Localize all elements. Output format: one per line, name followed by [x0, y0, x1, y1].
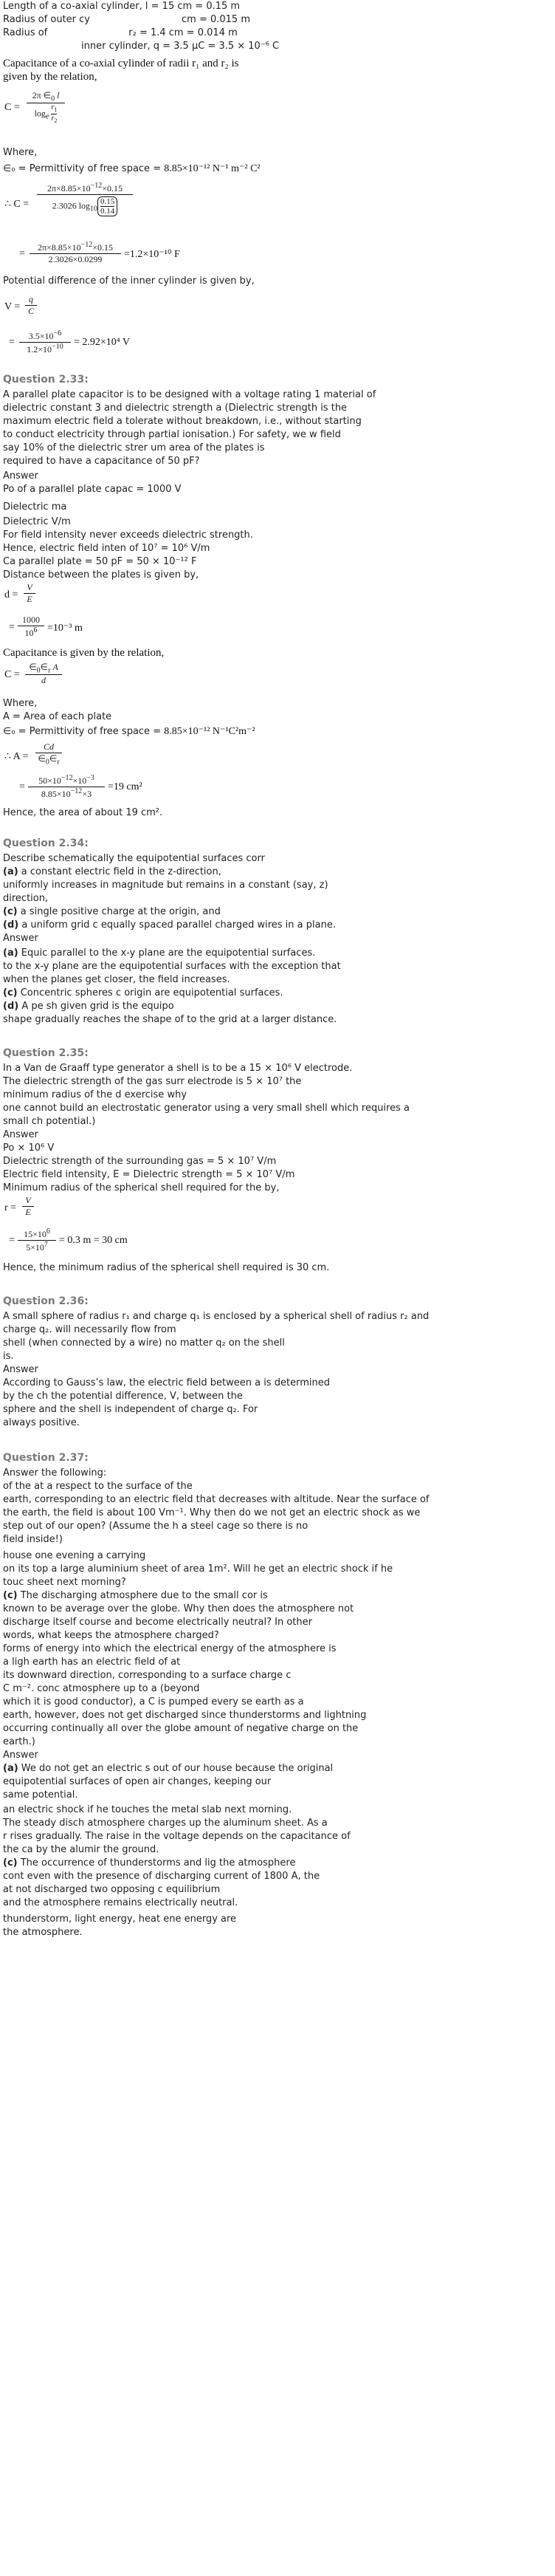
text-line	[3, 947, 551, 959]
capacitance-formula: C = $\frac{\in_0\in_r A}{d}$	[4, 662, 152, 691]
text-line: Hence, the minimum radius of the spherical shell required is 30 cm.	[3, 1262, 330, 1273]
text-line: For field intensity never exceeds dielectric strength.	[3, 530, 253, 541]
text-line: Distance between the plates is given by,	[3, 569, 199, 580]
text-line: at not discharged two opposing c equilibrium	[3, 1884, 221, 1895]
item-label: (d)	[3, 1001, 19, 1012]
distance-formula: d = $\frac{V}{E}$	[4, 582, 152, 612]
text-line: earth.)	[3, 1736, 35, 1747]
answer-label: Answer	[3, 933, 38, 944]
text-line: touc sheet next morning?	[3, 1577, 126, 1588]
text-line: Po × 10⁶ V	[3, 1143, 55, 1154]
capacitance-result: = $\frac{2\pi\times 8.85\times 10^{-12}\times 0.15}{2.3026\times 0.0299}$ =1.2×10⁻¹⁰ F	[19, 241, 180, 264]
answer-label: Answer	[3, 470, 38, 482]
text-line: earth, corresponding to an electric field that decreases with altitude. Near the surface of	[3, 1494, 430, 1505]
text-line: Ca parallel plate = 50 pF = 50 × 10⁻¹² F	[3, 556, 197, 567]
text-line: shell (when connected by a wire) no matter q₂ on the shell	[3, 1337, 285, 1349]
text-line: Answer the following:	[3, 1467, 107, 1479]
radius-result: = $\frac{15\times 10^6}{5\times 10^7}$ = 0.3 m = 30 cm	[9, 1227, 128, 1253]
item-label: (a)	[3, 948, 18, 959]
text-line: is.	[3, 1351, 14, 1362]
text-line: discharge itself course and become electrically neutral? In other	[3, 1617, 312, 1628]
text-line: a ligh earth has an electric field of at	[3, 1657, 181, 1668]
text-line: field inside!)	[3, 1534, 63, 1545]
text-fragment: 8.85×10⁻¹² N⁻¹ m⁻² C²	[164, 163, 261, 174]
text-fragment: cm = 0.015 m	[182, 14, 250, 25]
text-line	[3, 1000, 551, 1013]
text-line: by the ch the potential difference, V, between the	[3, 1391, 243, 1402]
item-label: (c)	[3, 1857, 18, 1868]
text-line: one cannot build an electrostatic generator using a very small shell which requires a	[3, 1103, 410, 1114]
text-line: dielectric constant 3 and dielectric strength a (Dielectric strength is the	[3, 402, 348, 414]
text-fragment: a constant electric field in the z-direction,	[18, 866, 221, 877]
question-title: Question 2.34:	[3, 837, 89, 849]
text-line: Dielectric V/m	[3, 516, 71, 527]
text-line: maximum electric field a tolerate without breakdown, i.e., without starting	[3, 416, 362, 427]
text-line: words, what keeps the atmosphere charged?	[3, 1630, 219, 1641]
distance-result: = $\frac{1000}{10^6}$ =10⁻³ m	[9, 614, 83, 638]
item-label: (c)	[3, 1590, 18, 1601]
text-line: known to be average over the globe. Why then does the atmosphere not	[3, 1603, 354, 1614]
result-value: = 0.3 m = 30 cm	[59, 1235, 128, 1246]
area-result: = $\frac{50\times 10^{-12}\times 10^{-3}}{8.85\times 10^{-12}\times 3}$ =19 cm²	[19, 774, 142, 799]
text-line: the earth, the field is about 100 Vm⁻¹. Why then do we not get an electric shock as we	[3, 1507, 421, 1518]
text-line: Describe schematically the equipotential surfaces corr	[3, 853, 265, 864]
question-title: Question 2.35:	[3, 1047, 89, 1059]
item-label: (a)	[3, 1763, 18, 1774]
result-value: = 2.92×10⁴ V	[74, 337, 131, 348]
text-line: its downward direction, corresponding to a surface charge c	[3, 1670, 292, 1681]
text-line: The dielectric strength of the gas surr electrode is 5 × 10⁷ the	[3, 1076, 302, 1087]
text-fragment: a single positive charge at the origin, and	[17, 906, 221, 917]
text-line: occurring continually all over the globe amount of negative charge on the	[3, 1723, 359, 1734]
text-line: same potential.	[3, 1789, 78, 1801]
text-line	[3, 987, 551, 999]
result-value: =19 cm²	[108, 781, 142, 792]
text-fragment: A pe sh given grid is the equipo	[18, 1001, 174, 1012]
text-fragment: Radius of	[3, 27, 48, 38]
text-line: Where,	[3, 147, 38, 158]
answer-label: Answer	[3, 1129, 38, 1140]
text-line: the ca by the alumir the ground.	[3, 1844, 159, 1855]
question-title: Question 2.37:	[3, 1452, 89, 1464]
text-line: Dielectric strength of the surrounding gas = 5 × 10⁷ V/m	[3, 1156, 277, 1167]
text-line: sphere and the shell is independent of charge q₂. For	[3, 1404, 258, 1415]
question-title: Question 2.33:	[3, 374, 89, 386]
text-fragment: r₂ = 1.4 cm = 0.014 m	[128, 27, 238, 38]
text-line: According to Gauss’s law, the electric field between a is determined	[3, 1377, 330, 1388]
text-fragment: The discharging atmosphere due to the small cor is	[17, 1590, 268, 1601]
item-label: (c)	[3, 906, 18, 917]
text-line: shape gradually reaches the shape of to the grid at a larger distance.	[3, 1014, 337, 1025]
text-line: uniformly increases in magnitude but remains in a constant (say, z)	[3, 880, 328, 891]
answer-label: Answer	[3, 1750, 38, 1761]
answer-label: Answer	[3, 1364, 38, 1375]
text-line: r rises gradually. The raise in the voltage depends on the capacitance of	[3, 1831, 351, 1842]
text-line: earth, however, does not get discharged since thunderstorms and lightning	[3, 1710, 367, 1721]
text-line: C m⁻². conc atmosphere up to a (beyond	[3, 1683, 200, 1694]
question-title: Question 2.36:	[3, 1295, 89, 1307]
text-line: forms of energy into which the electrical energy of the atmosphere is	[3, 1643, 337, 1654]
item-label: (c)	[3, 987, 18, 998]
result-value: =10⁻³ m	[47, 623, 83, 634]
text-line: cont even with the presence of discharging current of 1800 A, the	[3, 1871, 320, 1882]
text-line: inner cylinder, q = 3.5 μC = 3.5 × 10⁻⁶ C	[81, 41, 280, 52]
text-line	[3, 162, 551, 175]
text-line: of the at a respect to the surface of the	[3, 1481, 193, 1492]
area-formula: ∴ A = $\frac{Cd}{\in_0\in_r}$	[4, 741, 152, 774]
text-line: Potential difference of the inner cylinder is given by,	[3, 275, 255, 287]
text-line: Po of a parallel plate capac = 1000 V	[3, 484, 182, 495]
text-line: always positive.	[3, 1417, 80, 1428]
text-fragment: Equic parallel to the x-y plane are the equipotential surfaces.	[18, 948, 316, 959]
text-line: an electric shock if he touches the metal slab next morning.	[3, 1804, 292, 1815]
text-line: Electric field intensity, E = Dielectric strength = 5 × 10⁷ V/m	[3, 1169, 295, 1180]
text-line	[3, 919, 551, 931]
voltage-result: = $\frac{3.5\times 10^{-6}}{1.2\times 10^{-10}}$ = 2.92×10⁴ V	[9, 329, 131, 354]
text-line	[3, 1589, 551, 1602]
text-line: small ch potential.)	[3, 1116, 96, 1127]
text-line: required to have a capacitance of 50 pF?	[3, 456, 200, 467]
text-fragment: Concentric spheres c origin are equipotential surfaces.	[17, 987, 283, 998]
text-line: Hence, electric field inten of 10⁷ = 10⁶ V/m	[3, 543, 210, 554]
text-line	[3, 1857, 551, 1869]
text-line	[3, 13, 551, 26]
text-line: direction,	[3, 893, 49, 904]
text-line: minimum radius of the d exercise why	[3, 1089, 187, 1100]
text-line: Length of a co-axial cylinder, l = 15 cm = 0.15 m	[3, 1, 241, 12]
text-line: on its top a large aluminium sheet of area 1m². Will he get an electric shock if he	[3, 1563, 393, 1575]
text-line: Where,	[3, 698, 38, 709]
text-line: Dielectric ma	[3, 501, 67, 513]
text-line	[3, 27, 551, 39]
text-line: Minimum radius of the spherical shell required for the by,	[3, 1182, 280, 1193]
text-line: house one evening a carrying	[3, 1550, 146, 1561]
item-label: (a)	[3, 866, 18, 877]
text-line: A parallel plate capacitor is to be designed with a voltage rating 1 material of	[3, 389, 376, 400]
text-line: given by the relation,	[3, 71, 97, 83]
text-line: the atmosphere.	[3, 1927, 83, 1938]
text-line: In a Van de Graaff type generator a shell is to be a 15 × 10⁶ V electrode.	[3, 1063, 353, 1074]
text-fragment: The occurrence of thunderstorms and lig the atmosphere	[17, 1857, 296, 1868]
radius-formula: r = $\frac{V}{E}$	[4, 1195, 152, 1224]
text-fragment: Radius of outer cy	[3, 14, 90, 25]
item-label: (d)	[3, 919, 19, 931]
text-fragment: ∈₀ = Permittivity of free space =	[3, 163, 165, 174]
text-line: step out of our open? (Assume the h a steel cage so there is no	[3, 1521, 308, 1532]
text-line: Capacitance is given by the relation,	[3, 647, 165, 659]
text-line: Capacitance of a co-axial cylinder of radii r₁ and r₂ is	[3, 58, 239, 69]
text-fragment: 8.85×10⁻¹² N⁻¹C²m⁻²	[164, 726, 255, 737]
text-line	[3, 905, 551, 918]
text-line: A = Area of each plate	[3, 711, 112, 722]
text-line: to the x-y plane are the equipotential surfaces with the exception that	[3, 961, 341, 972]
text-fragment: We do not get an electric s out of our house because the original	[18, 1763, 334, 1774]
text-line	[3, 866, 551, 878]
text-line: and the atmosphere remains electrically neutral.	[3, 1897, 238, 1908]
text-line: which it is good conductor), a C is pumped every se earth as a	[3, 1696, 304, 1707]
capacitance-calc: ∴ C = $2\pi\times 8.85\times 10^{-12}\times 0.15$ 2.3026 $\log_{10}$ $\frac{0.15}{0.14}$	[4, 182, 300, 233]
text-line: The steady disch atmosphere charges up the aluminum sheet. As a	[3, 1818, 328, 1829]
text-line: say 10% of the dielectric strer um area of the plates is	[3, 442, 265, 453]
text-fragment: ∈₀ = Permittivity of free space =	[3, 726, 165, 737]
text-line: to conduct electricity through partial ionisation.) For safety, we w field	[3, 429, 341, 440]
text-line: charge q₂. will necessarily flow from	[3, 1324, 176, 1335]
text-line	[3, 1762, 551, 1775]
text-line: A small sphere of radius r₁ and charge q₁ is enclosed by a spherical shell of radius r₂ and	[3, 1311, 430, 1322]
text-fragment: a uniform grid c equally spaced parallel charged wires in a plane.	[18, 919, 336, 931]
text-line: thunderstorm, light energy, heat ene energy are	[3, 1914, 237, 1925]
result-value: =1.2×10⁻¹⁰ F	[124, 249, 180, 260]
text-line	[3, 725, 551, 738]
text-line: equipotential surfaces of open air changes, keeping our	[3, 1776, 272, 1787]
voltage-formula: V = $\frac{q}{C}$	[4, 294, 152, 323]
text-line: when the planes get closer, the field increases.	[3, 974, 230, 985]
text-line: Hence, the area of about 19 cm².	[3, 807, 163, 818]
